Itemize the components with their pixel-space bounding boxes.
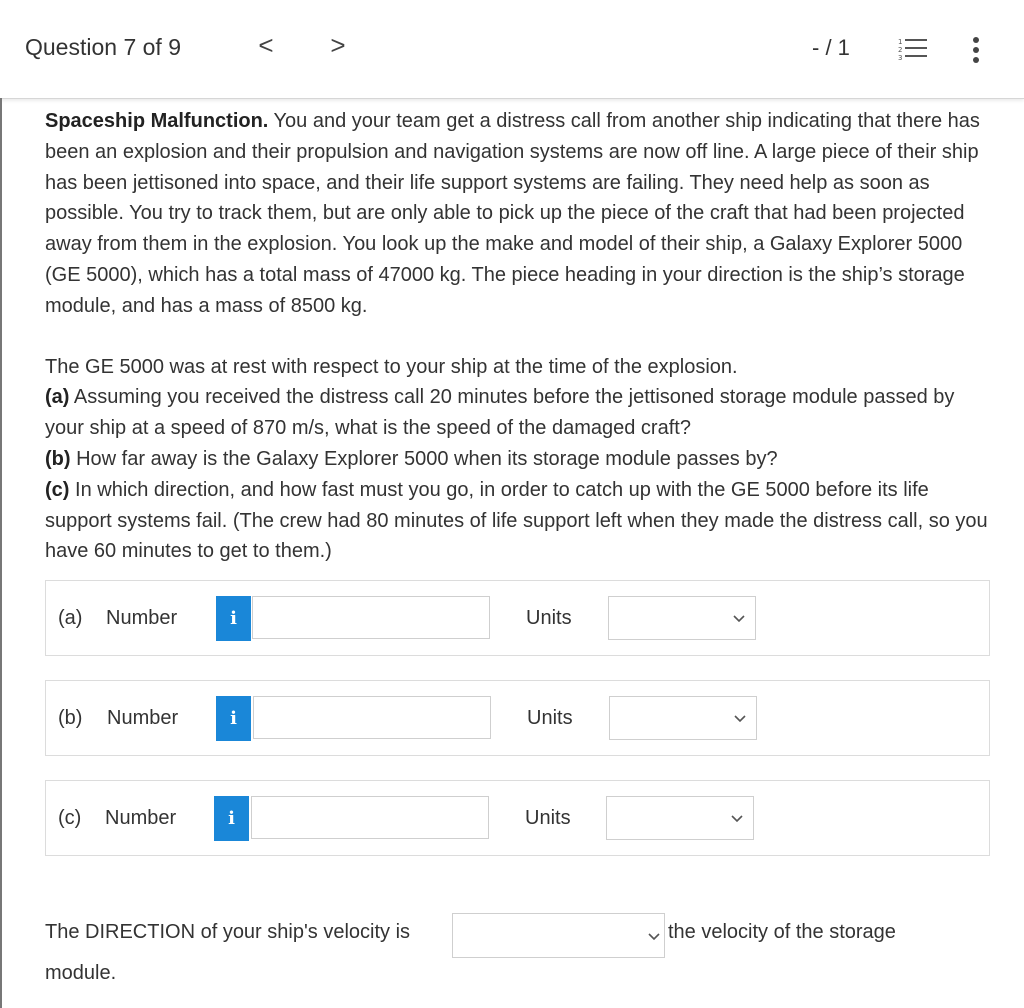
direction-prompt: The DIRECTION of your ship's velocity is	[45, 921, 411, 943]
part-a-text: Assuming you received the distress call 20 minutes before the jettisoned storage module passed by your ship at a speed of 870 m/s, what is the speed of the damaged craft?	[45, 386, 955, 440]
info-button[interactable]: i	[216, 596, 251, 641]
left-border	[0, 98, 2, 1008]
problem-title: Spaceship Malfunction.	[45, 110, 269, 132]
question-counter: Question 7 of 9	[25, 34, 181, 60]
chevron-down-icon	[648, 930, 660, 942]
part-c-text: In which direction, and how fast must you go, in order to catch up with the GE 5000 before its life support systems fail. (The crew had 80 minutes of life support left when they made the distress call, so you have 60 minutes to get to them.)	[45, 478, 988, 563]
chevron-down-icon	[734, 712, 746, 724]
svg-text:3: 3	[898, 54, 903, 62]
direction-suffix: the velocity of the storage	[668, 921, 896, 943]
part-b-tag: (b)	[45, 447, 71, 470]
number-label: Number	[105, 807, 177, 829]
number-label: Number	[106, 607, 178, 629]
number-input-b[interactable]	[253, 696, 491, 739]
part-c-question	[45, 475, 990, 567]
number-label: Number	[107, 707, 179, 729]
units-select-c[interactable]	[606, 796, 754, 840]
answer-row-b	[45, 680, 990, 756]
part-b-question	[45, 444, 990, 475]
previous-question-button[interactable]: <	[258, 30, 274, 60]
question-list-icon[interactable]	[898, 36, 928, 62]
answer-tag: (a)	[58, 607, 83, 629]
part-a-tag: (a)	[45, 386, 70, 409]
problem-intro-text: You and your team get a distress call from another ship indicating that there has been an explosion and their propulsion and navigation systems are now off line. A large piece of their ship has been jettisoned into space, and their life support systems are failing. They need help as soon as possible. You try to track them, but are only able to pick up the piece of the craft that had been projected away from them in the explosion. You look up the make and model of their ship, a Galaxy Explorer 5000 (GE 5000), which has a total mass of 47000 kg. The piece heading in your direction is the ship’s storage module, and has a mass of 8500 kg.	[45, 110, 980, 317]
chevron-down-icon	[733, 612, 745, 624]
units-label: Units	[527, 707, 573, 729]
direction-suffix-end: module.	[45, 962, 117, 984]
next-question-button[interactable]: >	[330, 30, 346, 60]
part-b-text: How far away is the Galaxy Explorer 5000 when its storage module passes by?	[70, 447, 778, 470]
number-input-c[interactable]	[251, 796, 489, 839]
units-select-a[interactable]	[608, 596, 756, 640]
answer-tag: (b)	[58, 707, 83, 729]
svg-text:1: 1	[898, 38, 903, 46]
answer-tag: (c)	[58, 807, 82, 829]
units-select-b[interactable]	[609, 696, 757, 740]
answer-row-a	[45, 580, 990, 656]
info-button[interactable]: i	[214, 796, 249, 841]
direction-select[interactable]	[452, 913, 665, 958]
question-score: - / 1	[812, 35, 850, 60]
units-label: Units	[526, 607, 572, 629]
problem-context: The GE 5000 was at rest with respect to your ship at the time of the explosion.	[45, 355, 738, 378]
units-label: Units	[525, 807, 571, 829]
part-c-tag: (c)	[45, 478, 70, 501]
part-a-question	[45, 382, 990, 444]
more-options-icon[interactable]	[970, 36, 982, 64]
problem-statement	[45, 106, 990, 567]
chevron-down-icon	[731, 812, 743, 824]
problem-intro-paragraph	[45, 106, 990, 322]
answer-row-c	[45, 780, 990, 856]
question-header	[0, 0, 1024, 99]
svg-text:2: 2	[898, 46, 903, 54]
info-button[interactable]: i	[216, 696, 251, 741]
number-input-a[interactable]	[252, 596, 490, 639]
